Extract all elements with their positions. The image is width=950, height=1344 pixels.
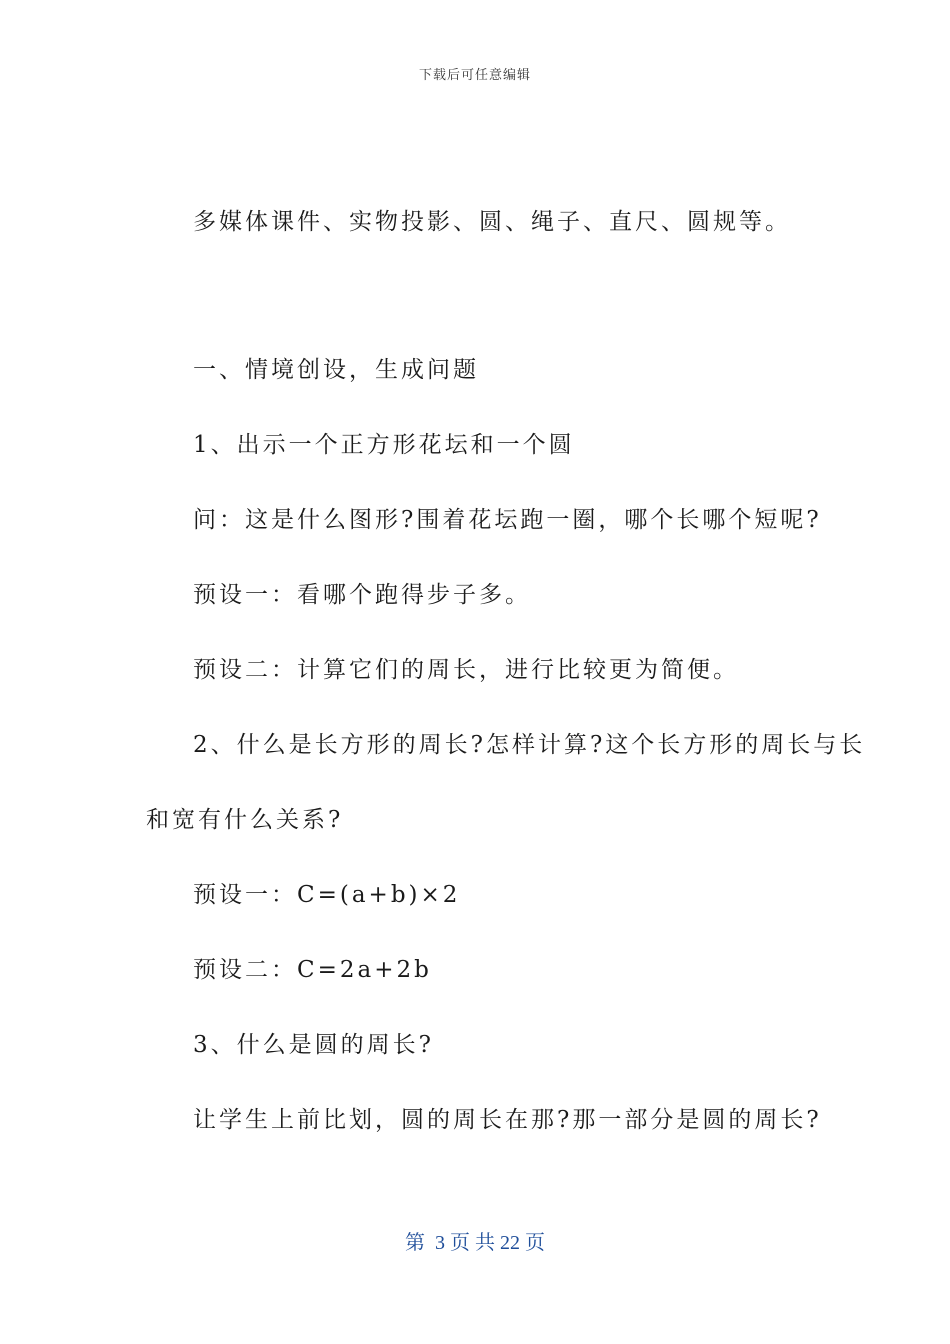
paragraph-activity: 让学生上前比划，圆的周长在那?那一部分是圆的周长? <box>193 1107 822 1133</box>
paragraph-item-3: 3、什么是圆的周长? <box>193 1032 434 1058</box>
paragraph-item-2: 2、什么是长方形的周长?怎样计算?这个长方形的周长与长 <box>193 732 866 758</box>
paragraph-item-2-continued: 和宽有什么关系? <box>146 807 344 833</box>
paragraph-materials: 多媒体课件、实物投影、圆、绳子、直尺、圆规等。 <box>193 209 791 235</box>
page-number-footer: 第 3 页 共 22 页 <box>405 1232 545 1254</box>
paragraph-formula-1: 预设一：C=(a+b)×2 <box>193 882 461 908</box>
paragraph-preset-2: 预设二：计算它们的周长，进行比较更为简便。 <box>193 657 739 683</box>
page-header: 下载后可任意编辑 <box>418 68 531 83</box>
paragraph-question: 问：这是什么图形?围着花坛跑一圈，哪个长哪个短呢? <box>193 507 822 533</box>
paragraph-formula-2: 预设二：C=2a+2b <box>193 957 432 983</box>
section-heading-1: 一、情境创设，生成问题 <box>193 357 479 383</box>
paragraph-preset-1: 预设一：看哪个跑得步子多。 <box>193 582 531 608</box>
paragraph-item-1: 1、出示一个正方形花坛和一个圆 <box>193 432 575 458</box>
